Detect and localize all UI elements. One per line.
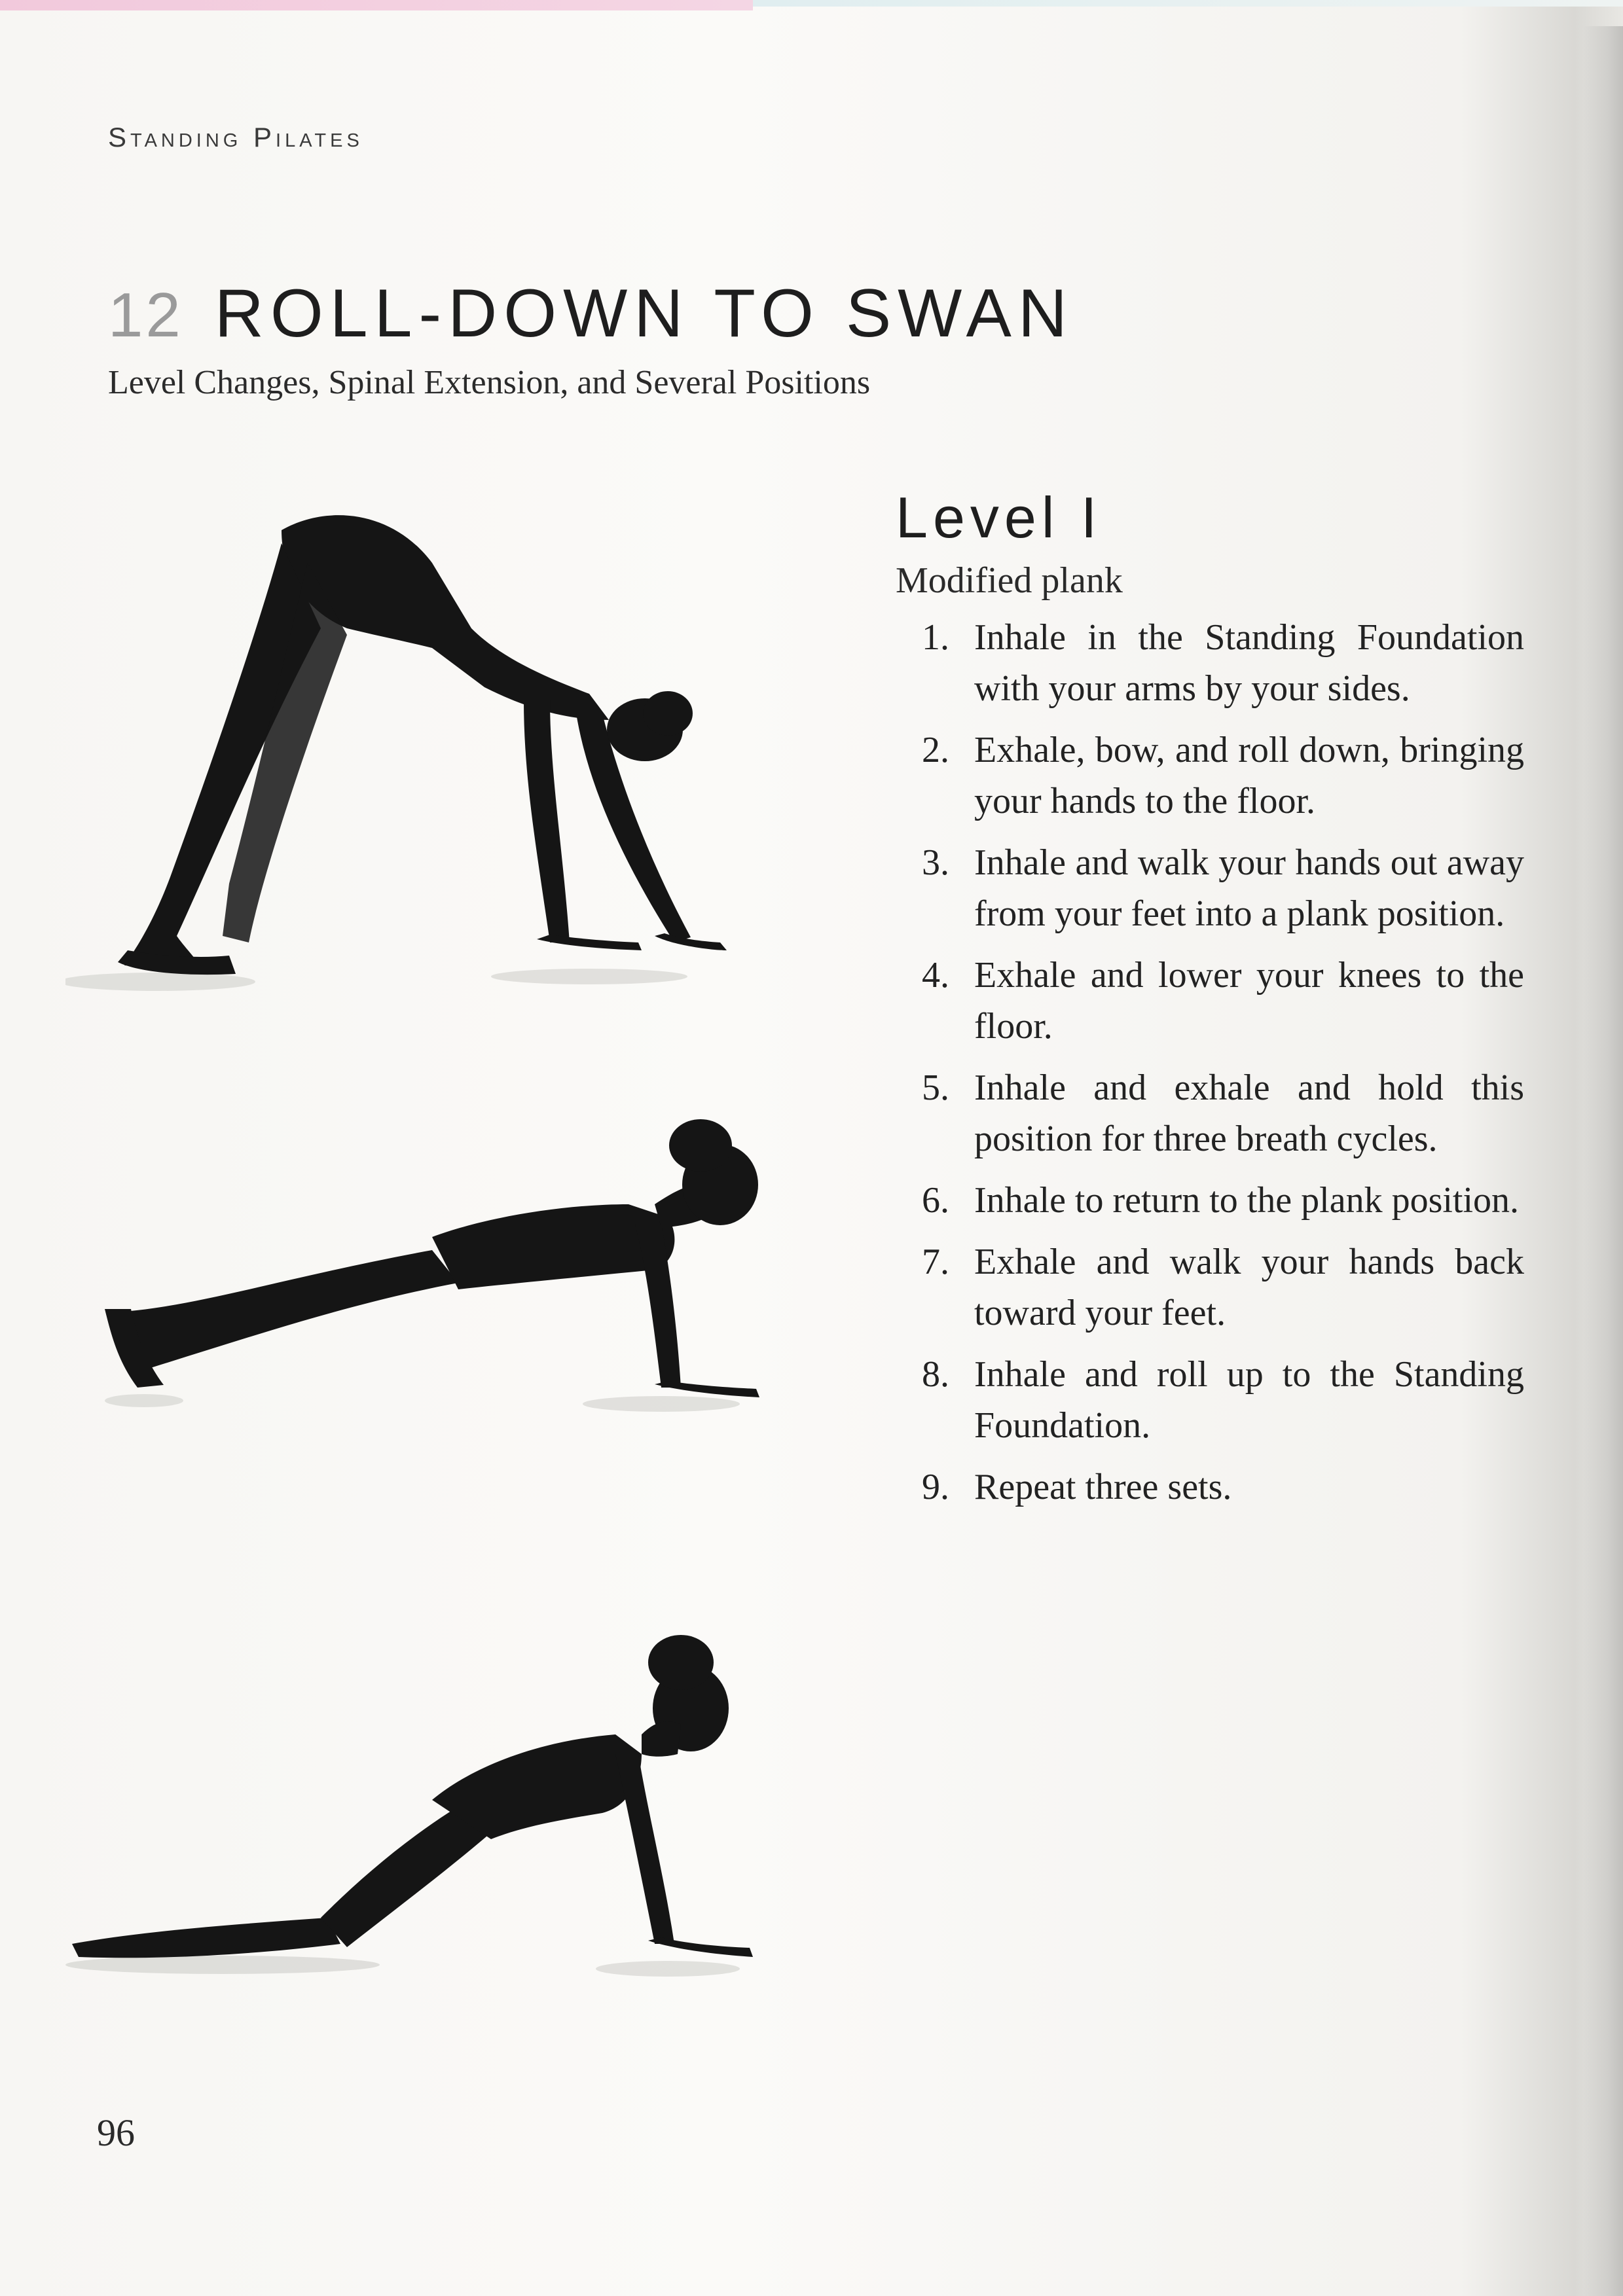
step-number: 8. — [922, 1354, 949, 1395]
step-number: 7. — [922, 1242, 949, 1282]
step-text: Exhale and walk your hands back toward your feet. — [974, 1242, 1524, 1333]
level-heading: Level I — [896, 485, 1103, 550]
pose-modified-plank-photo — [65, 1590, 773, 1996]
running-head: Standing Pilates — [108, 122, 363, 152]
exercise-number: 12 — [108, 280, 183, 350]
step-text: Inhale and walk your hands out away from your feet into a plank position. — [974, 842, 1524, 934]
pose-plank-photo — [92, 1060, 799, 1427]
step-item — [896, 1175, 1524, 1226]
step-text: Inhale and roll up to the Standing Foundation. — [974, 1354, 1524, 1446]
exercise-subtitle: Level Changes, Spinal Extension, and Several Positions — [108, 364, 871, 401]
step-item — [896, 725, 1524, 827]
step-text: Inhale to return to the plank position. — [974, 1180, 1520, 1221]
level-subheading: Modified plank — [896, 560, 1123, 601]
page-number: 96 — [97, 2111, 135, 2154]
step-number: 4. — [922, 955, 949, 996]
top-color-strip-right — [753, 0, 1623, 7]
exercise-title-block — [108, 275, 1074, 353]
step-number: 9. — [922, 1467, 949, 1507]
step-item — [896, 950, 1524, 1052]
exercise-photos — [65, 484, 799, 2055]
step-text: Exhale and lower your knees to the floor. — [974, 955, 1524, 1047]
step-item — [896, 1062, 1524, 1164]
page-edge-shadow — [1584, 26, 1623, 2296]
steps-list — [896, 612, 1524, 1523]
step-number: 3. — [922, 842, 949, 883]
step-text: Inhale in the Standing Foundation with your arms by your sides. — [974, 617, 1524, 709]
step-number: 2. — [922, 730, 949, 770]
pose-rolled-down-photo — [65, 484, 733, 1021]
step-item — [896, 612, 1524, 714]
step-item — [896, 1462, 1524, 1513]
top-color-strip — [0, 0, 753, 10]
step-item — [896, 1236, 1524, 1338]
step-text: Repeat three sets. — [974, 1467, 1232, 1507]
exercise-title: ROLL-DOWN TO SWAN — [214, 276, 1074, 351]
step-item — [896, 837, 1524, 939]
step-text: Inhale and exhale and hold this position for three breath cycles. — [974, 1067, 1524, 1159]
step-item — [896, 1349, 1524, 1451]
step-text: Exhale, bow, and roll down, bringing your hands to the floor. — [974, 730, 1524, 821]
step-number: 6. — [922, 1180, 949, 1221]
step-number: 5. — [922, 1067, 949, 1108]
step-number: 1. — [922, 617, 949, 658]
